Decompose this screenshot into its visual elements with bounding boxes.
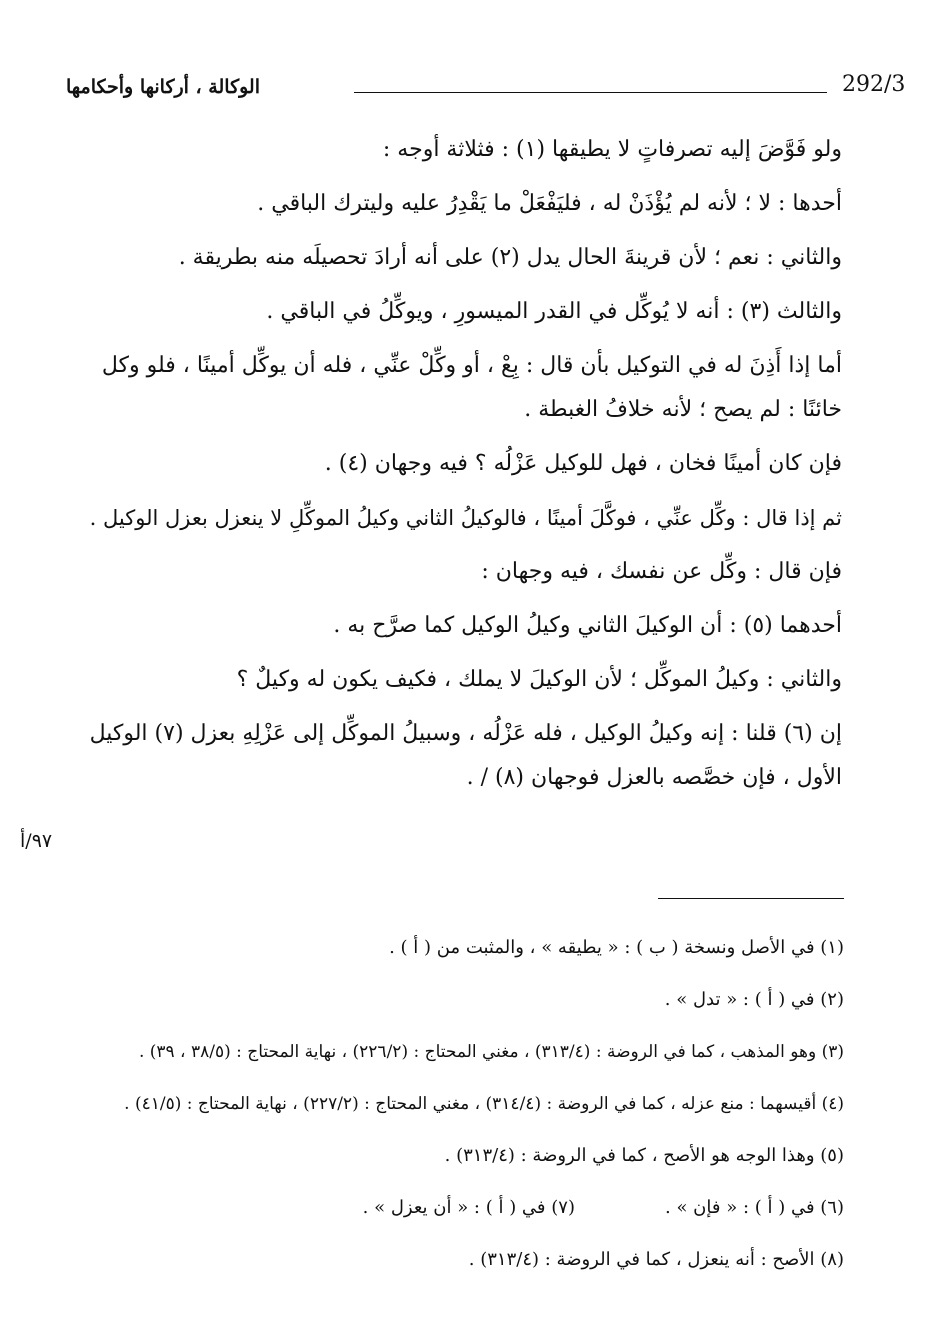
folio-marker: ٩٧/أ: [20, 830, 53, 852]
footnote: (٨) الأصح : أنه ينعزل ، كما في الروضة : (٣١٣/٤) .: [468, 1249, 844, 1270]
main-text: [60, 128, 842, 810]
paragraph: والثاني : نعم ؛ لأن قرينةَ الحال يدل (٢) على أنه أرادَ تحصيلَه منه بطريقة .: [178, 245, 842, 270]
running-title: الوكالة ، أركانها وأحكامها: [66, 76, 260, 98]
footnote: (٦) في ( أ ) : « فإن » .: [665, 1197, 844, 1218]
footnote: (٧) في ( أ ) : « أن يعزل » .: [362, 1197, 575, 1218]
page-number: 292/3: [842, 72, 906, 97]
footnote-separator: [658, 898, 844, 899]
footnote-row: [66, 1186, 844, 1230]
footnotes: [66, 926, 844, 1290]
paragraph: ولو فَوَّضَ إليه تصرفاتٍ لا يطيقها (١) : فثلاثة أوجه :: [382, 137, 842, 162]
paragraph: إن (٦) قلنا : إنه وكيلُ الوكيل ، فله عَزْلُه ، وسبيلُ الموكِّل إلى عَزْلِهِ بعزل (٧) الوكيل الأول ، فإن خصَّصه بالعزل فوجهان (٨) / .: [89, 721, 842, 790]
paragraph: أما إذا أَذِنَ له في التوكيل بأن قال : بِعْ ، أو وكِّلْ عنِّي ، فله أن يوكِّل أمينًا ، فلو وكل خائنًا : لم يصح ؛ لأنه خلافُ الغبطة .: [101, 353, 842, 422]
footnote: (٣) وهو المذهب ، كما في الروضة : (٣١٣/٤) ، مغني المحتاج : (٢٢٦/٢) ، نهاية المحتاج : (٣٨/٥ ، ٣٩) .: [138, 1042, 844, 1062]
paragraph: ثم إذا قال : وكِّل عنِّي ، فوكَّلَ أمينًا ، فالوكيلُ الثاني وكيلُ الموكِّلِ لا ينعزل بعزل الوكيل .: [89, 506, 842, 530]
footnote: (٤) أقيسهما : منع عزله ، كما في الروضة : (٣١٤/٤) ، مغني المحتاج : (٢٢٧/٢) ، نهاية المحتاج : (٤١/٥) .: [124, 1094, 844, 1114]
page-header: [66, 70, 906, 110]
paragraph: فإن قال : وكِّل عن نفسك ، فيه وجهان :: [481, 559, 842, 584]
footnote: (٢) في ( أ ) : « تدل » .: [664, 989, 844, 1010]
header-rule: [354, 92, 827, 93]
paragraph: والثالث (٣) : أنه لا يُوكِّل في القدر الميسورِ ، ويوكِّلُ في الباقي .: [266, 299, 842, 324]
paragraph: أحدها : لا ؛ لأنه لم يُؤْذَنْ له ، فليَفْعَلْ ما يَقْدِرُ عليه وليترك الباقي .: [257, 191, 842, 216]
paragraph: أحدهما (٥) : أن الوكيلَ الثاني وكيلُ الوكيل كما صرَّح به .: [333, 613, 842, 638]
paragraph: والثاني : وكيلُ الموكِّل ؛ لأن الوكيلَ لا يملك ، فكيف يكون له وكيلٌ ؟: [236, 667, 842, 692]
footnote: (٥) وهذا الوجه هو الأصح ، كما في الروضة : (٣١٣/٤) .: [444, 1145, 844, 1166]
footnote: (١) في الأصل ونسخة ( ب ) : « يطيقه » ، والمثبت من ( أ ) .: [389, 937, 844, 958]
paragraph: فإن كان أمينًا فخان ، فهل للوكيل عَزْلُه ؟ فيه وجهان (٤) .: [324, 451, 842, 476]
